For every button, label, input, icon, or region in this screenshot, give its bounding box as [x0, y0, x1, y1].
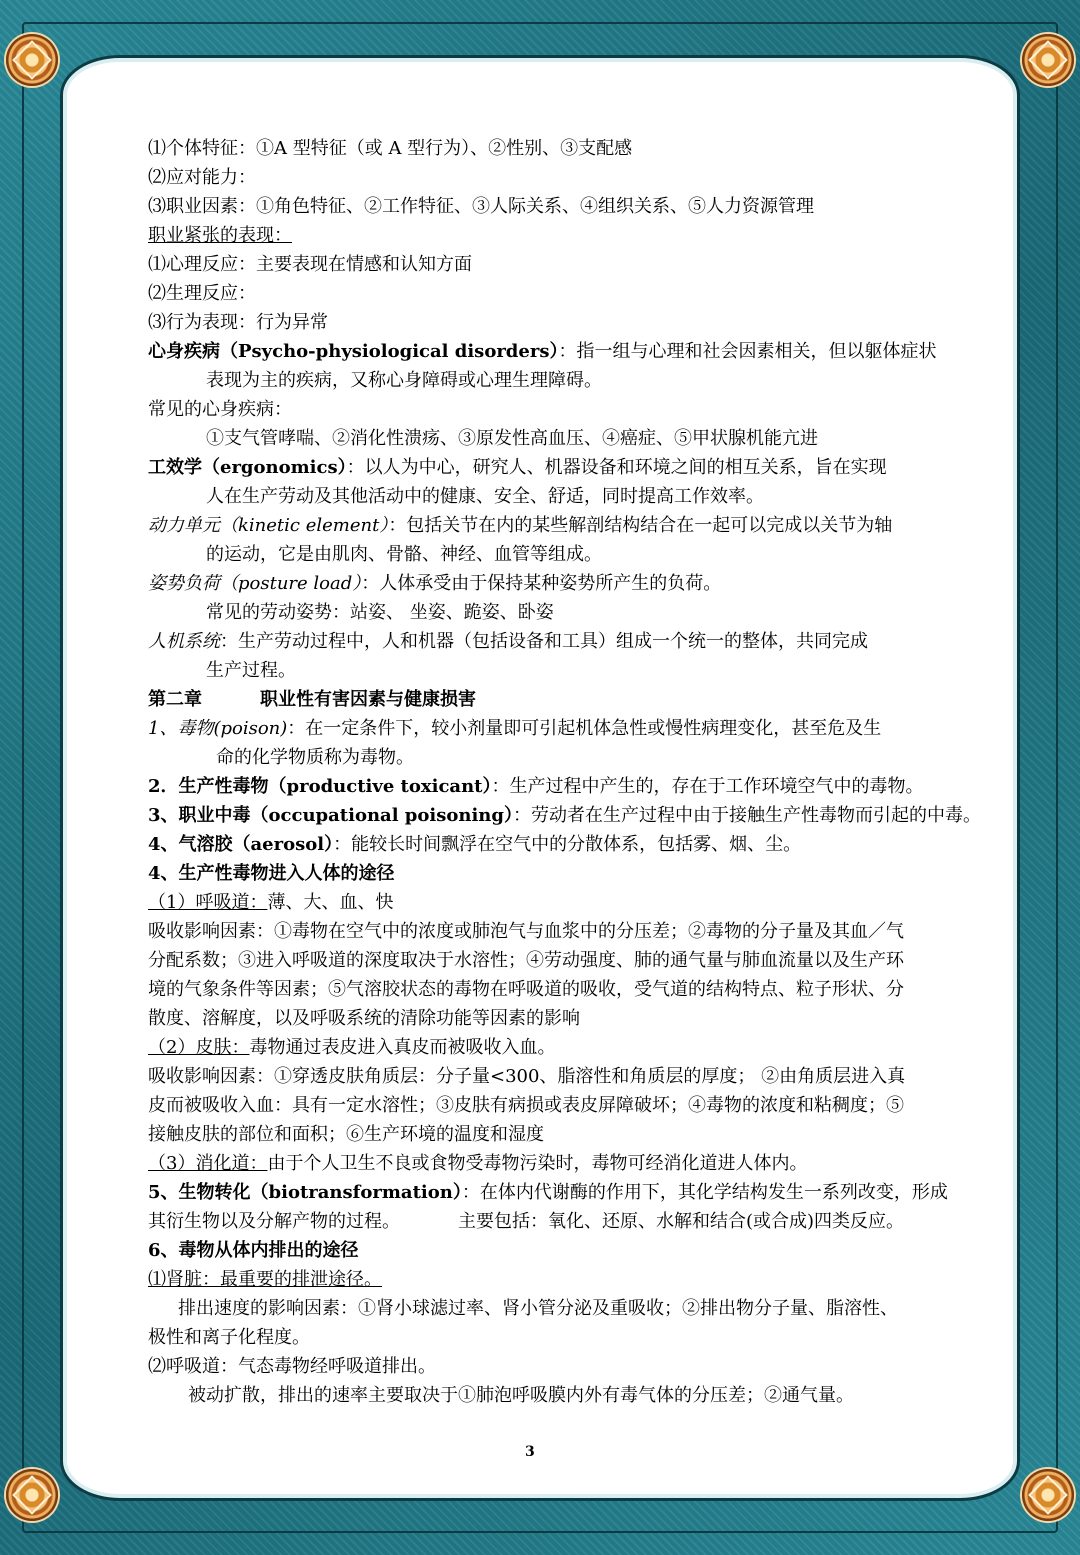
text-line: 常见的劳动姿势：站姿、 坐姿、跪姿、卧姿	[206, 602, 554, 623]
definition: ：人体承受由于保持某种姿势所产生的负荷。	[361, 573, 722, 594]
text-line: ⑴个体特征：①A 型特征（或 A 型行为）、②性别、③支配感	[148, 138, 633, 159]
subsection-label: （1）呼吸道：	[148, 892, 268, 913]
text-line: 常见的心身疾病：	[148, 399, 292, 420]
subsection	[148, 1153, 807, 1175]
term: 工效学（ergonomics）	[148, 457, 347, 478]
text-line: 表现为主的疾病，又称心身障碍或心理生理障碍。	[206, 370, 602, 391]
chapter-title: 职业性有害因素与健康损害	[260, 689, 476, 710]
corner-ornament-icon	[1022, 34, 1074, 86]
subsection-text: 薄、大、血、快	[267, 892, 394, 913]
section-heading: 4、生产性毒物进入人体的途径	[148, 863, 395, 884]
text-line	[148, 1211, 904, 1233]
term: 动力单元（kinetic element）	[148, 515, 389, 536]
text-line: 命的化学物质称为毒物。	[216, 747, 414, 768]
text-line: 吸收影响因素：①毒物在空气中的浓度或肺泡气与血浆中的分压差；②毒物的分子量及其血／气	[148, 921, 904, 942]
subsection-label: （3）消化道：	[148, 1153, 268, 1174]
section-heading: 职业紧张的表现：	[148, 225, 292, 246]
subsection	[148, 1037, 555, 1059]
text-line: 生产过程。	[206, 660, 296, 681]
term-definition	[148, 1182, 948, 1204]
page-number: 3	[525, 1444, 535, 1460]
term: 2．生产性毒物（productive toxicant）	[148, 776, 492, 797]
text-line: ⑵呼吸道：气态毒物经呼吸道排出。	[148, 1356, 436, 1377]
definition: ：能较长时间飘浮在空气中的分散体系，包括雾、烟、尘。	[333, 834, 802, 855]
definition: ：以人为中心，研究人、机器设备和环境之间的相互关系，旨在实现	[346, 457, 887, 478]
term-definition	[148, 776, 923, 798]
text-line: ⑵生理反应：	[148, 283, 256, 304]
definition: ：包括关节在内的某些解剖结构结合在一起可以完成以关节为轴	[388, 515, 893, 536]
text-line: 极性和离子化程度。	[148, 1327, 310, 1348]
text-line: 境的气象条件等因素；⑤气溶胶状态的毒物在呼吸道的吸收，受气道的结构特点、粒子形状、分	[148, 979, 904, 1000]
definition: ：生产劳动过程中，人和机器（包括设备和工具）组成一个统一的整体，共同完成	[220, 631, 868, 652]
term: 4、气溶胶（aerosol）	[148, 834, 334, 855]
corner-ornament-icon	[6, 34, 58, 86]
term-definition	[148, 457, 887, 479]
term: 姿势负荷（posture load）	[148, 573, 362, 594]
text-line: ⑵应对能力：	[148, 167, 256, 188]
term-definition	[148, 834, 801, 856]
text-line: ⑶职业因素：①角色特征、②工作特征、③人际关系、④组织关系、⑤人力资源管理	[148, 196, 814, 217]
text-line: ①支气管哮喘、②消化性溃疡、③原发性高血压、④癌症、⑤甲状腺机能亢进	[206, 428, 818, 449]
text-line: 散度、溶解度，以及呼吸系统的清除功能等因素的影响	[148, 1008, 580, 1029]
definition: ：指一组与心理和社会因素相关，但以躯体症状	[558, 341, 937, 362]
text-line: 吸收影响因素：①穿透皮肤角质层：分子量<300、脂溶性和角质层的厚度； ②由角质层进入真	[148, 1066, 906, 1087]
term: 1、毒物(poison)	[148, 718, 288, 739]
text-line: ⑶行为表现：行为异常	[148, 312, 328, 333]
text-line: 接触皮肤的部位和面积；⑥生产环境的温度和湿度	[148, 1124, 544, 1145]
text-line: 排出速度的影响因素：①肾小球滤过率、肾小管分泌及重吸收；②排出物分子量、脂溶性、	[178, 1298, 898, 1319]
corner-ornament-icon	[6, 1469, 58, 1521]
chapter-number: 第二章	[148, 689, 202, 710]
subsection-label: ⑴肾脏：最重要的排泄途径。	[148, 1269, 382, 1290]
text-segment: 其衍生物以及分解产物的过程。	[148, 1211, 400, 1232]
subsection	[148, 892, 393, 914]
term-definition	[148, 805, 981, 827]
text-line: 的运动，它是由肌肉、骨骼、神经、血管等组成。	[206, 544, 602, 565]
term: 3、职业中毒（occupational poisoning）	[148, 805, 513, 826]
text-line: 被动扩散，排出的速率主要取决于①肺泡呼吸膜内外有毒气体的分压差；②通气量。	[188, 1385, 854, 1406]
subsection-text: 毒物通过表皮进入真皮而被吸收入血。	[249, 1037, 556, 1058]
corner-ornament-icon	[1022, 1469, 1074, 1521]
text-line: ⑴心理反应：主要表现在情感和认知方面	[148, 254, 472, 275]
term: 人机系统	[148, 631, 220, 652]
text-line: 人在生产劳动及其他活动中的健康、安全、舒适，同时提高工作效率。	[206, 486, 764, 507]
term-definition	[148, 341, 936, 363]
text-segment: 主要包括：氧化、还原、水解和结合(或合成)四类反应。	[458, 1211, 905, 1232]
subsection-text: 由于个人卫生不良或食物受毒物污染时，毒物可经消化道进人体内。	[267, 1153, 808, 1174]
term: 心身疾病（Psycho-physiological disorders）	[148, 341, 559, 362]
text-line: 分配系数；③进入呼吸道的深度取决于水溶性；④劳动强度、肺的通气量与肺血流量以及生产环	[148, 950, 904, 971]
subsection-label: （2）皮肤：	[148, 1037, 250, 1058]
term-definition	[148, 718, 881, 740]
chapter-heading	[148, 689, 476, 711]
term: 5、生物转化（biotransformation）	[148, 1182, 462, 1203]
term-definition	[148, 515, 892, 537]
definition: ：生产过程中产生的，存在于工作环境空气中的毒物。	[491, 776, 924, 797]
text-line: 皮而被吸收入血：具有一定水溶性；③皮肤有病损或表皮屏障破坏；④毒物的浓度和粘稠度；⑤	[148, 1095, 904, 1116]
definition: ：在一定条件下，较小剂量即可引起机体急性或慢性病理变化，甚至危及生	[287, 718, 882, 739]
term-definition	[148, 573, 721, 595]
section-heading: 6、毒物从体内排出的途径	[148, 1240, 359, 1261]
definition: ：在体内代谢酶的作用下，其化学结构发生一系列改变，形成	[461, 1182, 948, 1203]
term-definition	[148, 631, 868, 653]
definition: ：劳动者在生产过程中由于接触生产性毒物而引起的中毒。	[512, 805, 981, 826]
